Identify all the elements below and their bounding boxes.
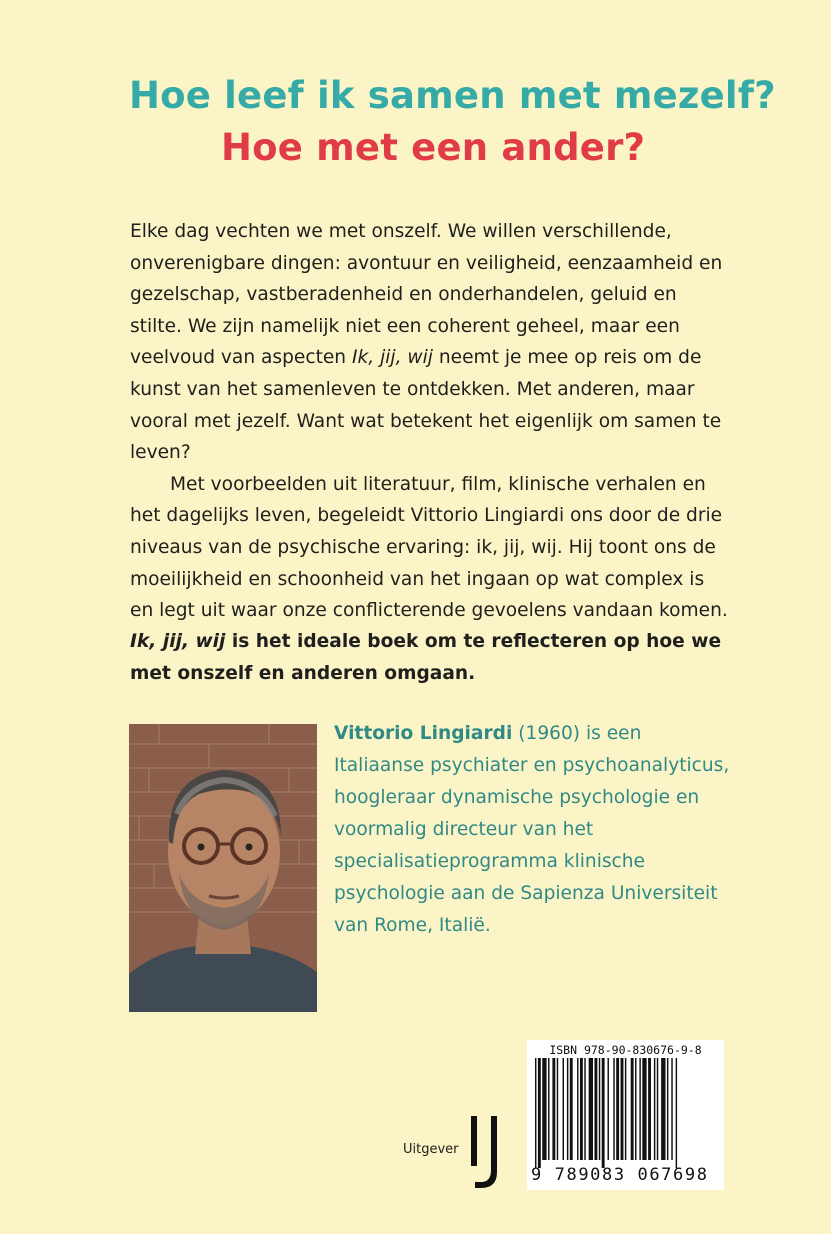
book-title-inline: Ik, jij, wij (352, 347, 433, 369)
barcode-bar (584, 1058, 585, 1160)
barcode-bar (552, 1058, 555, 1160)
blurb-paragraph-2: Met voorbeelden uit literatuur, film, klinische verhalen en het dagelijks leven, begeleidt Vittorio Lingiardi ons door de drie niveaus van de psychische ervaring: ik, jij, wij. Hij toont ons de moeilijkheid en schoonheid van het ingaan op wat complex is en legt uit waar onze conflicterende gevoelens vandaan komen. (130, 473, 728, 622)
barcode-bar (635, 1058, 636, 1160)
barcode-bar (602, 1058, 605, 1168)
blurb (130, 216, 730, 627)
barcode-bar (621, 1058, 624, 1160)
barcode-bar (671, 1058, 672, 1160)
barcode-bar (542, 1058, 546, 1160)
barcode-bar (557, 1058, 558, 1160)
barcode-bar (563, 1058, 564, 1160)
tagline: Ik, jij, wij is het ideale boek om te reflecteren op hoe we met onszelf en anderen omgaan. (130, 631, 722, 684)
barcode-bar (657, 1058, 658, 1160)
barcode-bar (567, 1058, 568, 1160)
barcode-bar (625, 1058, 626, 1160)
headline-question-other: Hoe met een ander? (221, 126, 646, 169)
barcode-bar (631, 1058, 634, 1160)
barcode-bar (577, 1058, 578, 1160)
author-name: Vittorio Lingiardi (334, 723, 513, 744)
publisher-label: Uitgever (403, 1142, 459, 1157)
blurb-paragraph-1: Elke dag vechten we met onszelf. We willen verschillende, onverenigbare dingen: avontuur en veiligheid, eenzaamheid en gezelschap, vastberadenheid en onderhandelen, geluid en stilte. We zijn namelijk niet een coherent geheel, maar een veelvoud van aspecten Ik, jij, wij neemt je mee op reis om de kunst van het samenleven te ontdekken. Met anderen, maar vooral met jezelf. Want wat betekent het eigenlijk om samen te leven? (130, 221, 723, 464)
isbn-text: ISBN 978-90-830676-9-8 (549, 1043, 702, 1057)
barcode-bar (599, 1058, 600, 1160)
barcode-bar (535, 1058, 536, 1168)
tagline-book-title: Ik, jij, wij (130, 631, 226, 652)
barcode-bar (580, 1058, 583, 1160)
barcode-bar (594, 1058, 597, 1160)
barcode-bar (613, 1058, 614, 1160)
barcode-bar (661, 1058, 665, 1160)
barcode-bar (616, 1058, 619, 1160)
barcode-bar (642, 1058, 646, 1160)
barcode-bars (535, 1058, 716, 1168)
barcode-bar (654, 1058, 655, 1160)
publisher-logo-icon (465, 1112, 509, 1192)
barcode-bar (676, 1058, 677, 1168)
barcode-bar (548, 1058, 549, 1160)
barcode-bar (639, 1058, 640, 1160)
barcode-bar (538, 1058, 541, 1168)
author-bio: Vittorio Lingiardi (1960) is een Italiaanse psychiater en psychoanalyticus, hoogleraar dynamische psychologie en voormalig directeur van het specialisatieprogramma klinische psychologie aan de Sapienza Universiteit van Rome, Italië. (334, 723, 730, 936)
barcode-bar (667, 1058, 668, 1160)
barcode-bar (570, 1058, 573, 1160)
headline-question-self: Hoe leef ik samen met mezelf? (129, 74, 776, 117)
barcode-digits: 9 789083 067698 (531, 1165, 709, 1185)
barcode-bar (589, 1058, 593, 1160)
isbn-barcode (527, 1040, 724, 1190)
barcode-bar (608, 1058, 609, 1160)
author-photo (129, 724, 317, 1012)
barcode-bar (648, 1058, 651, 1160)
